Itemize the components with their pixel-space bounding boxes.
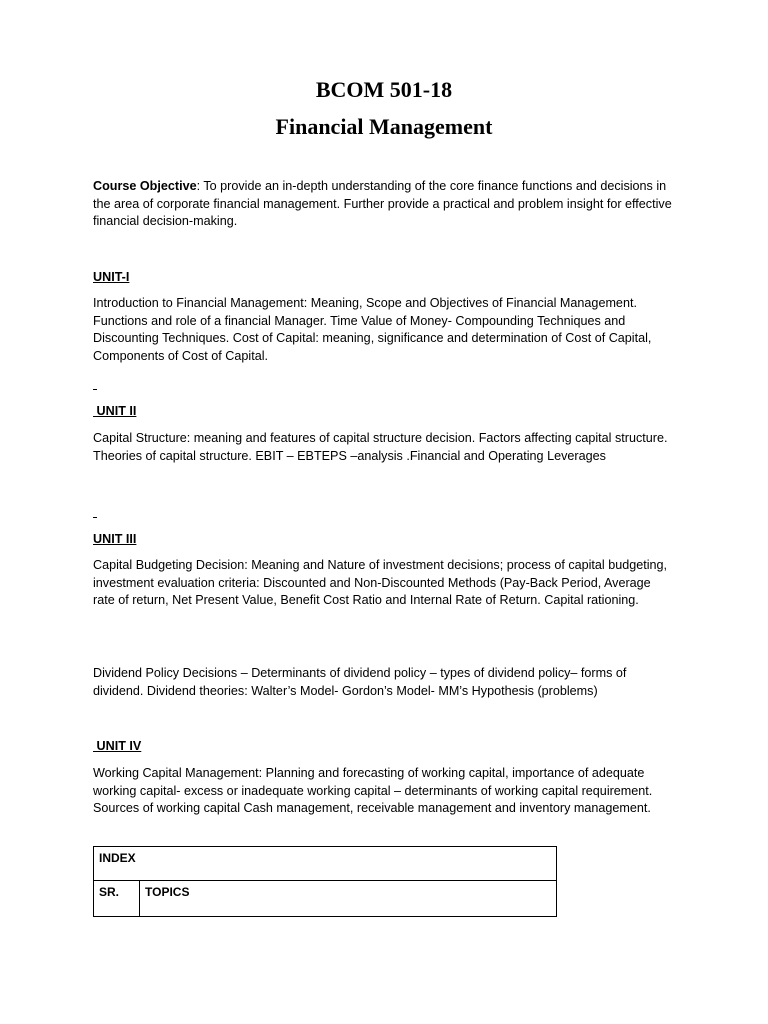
underline-mark <box>93 389 97 390</box>
index-title-cell: INDEX <box>94 847 557 881</box>
unit-2-paragraph: Capital Structure: meaning and features of capital structure decision. Factors affecting capital structure. Theories of capital structure. EBIT – EBTEPS –analysis .Financial and Operating Leverages <box>93 431 668 463</box>
unit-3-paragraph: Capital Budgeting Decision: Meaning and Nature of investment decisions; process of capital budgeting, investment evaluation criteria: Discounted and Non-Discounted Methods (Pay-Back Period, Average rate of return, Net Present Value, Benefit Cost Ratio and Internal Rate of Return. Capital rationing. <box>93 558 668 608</box>
sr-header-cell: SR. <box>94 881 140 917</box>
index-table-title-row <box>94 847 557 881</box>
topics-header-cell: TOPICS <box>140 881 557 917</box>
course-objective <box>93 178 673 231</box>
course-code: BCOM 501-18 <box>315 77 453 102</box>
objective-label: Course Objective <box>93 179 197 193</box>
unit-3-heading: UNIT III <box>93 532 137 546</box>
unit-4-heading: UNIT IV <box>93 739 142 753</box>
objective-text: : To provide an in-depth understanding of the core finance functions and decisions in the area of corporate financial management. Further provide a practical and problem insight for effective financial decision-making. <box>93 179 672 229</box>
index-table <box>93 846 557 917</box>
underline-mark <box>93 517 97 518</box>
unit-2-heading: UNIT II <box>93 404 137 418</box>
unit-3-paragraph: Dividend Policy Decisions – Determinants of dividend policy – types of dividend policy– forms of dividend. Dividend theories: Walter’s Model- Gordon’s Model- MM’s Hypothesis (problems) <box>93 666 627 698</box>
unit-1-paragraph: Introduction to Financial Management: Meaning, Scope and Objectives of Financial Management. Functions and role of a financial Manager. Time Value of Money- Compounding Techniques and Discounting Techniques. Cost of Capital: meaning, significance and determination of Cost of Capital, Components of Cost of Capital. <box>93 296 652 363</box>
unit-4-paragraph: Working Capital Management: Planning and forecasting of working capital, importance of adequate working capital- excess or inadequate working capital – determinants of working capital requirement. Sources of working capital Cash management, receivable management and inventory management. <box>93 766 653 816</box>
index-table-header-row <box>94 881 557 917</box>
unit-1-heading: UNIT-I <box>93 270 130 284</box>
course-title: Financial Management <box>275 114 493 139</box>
